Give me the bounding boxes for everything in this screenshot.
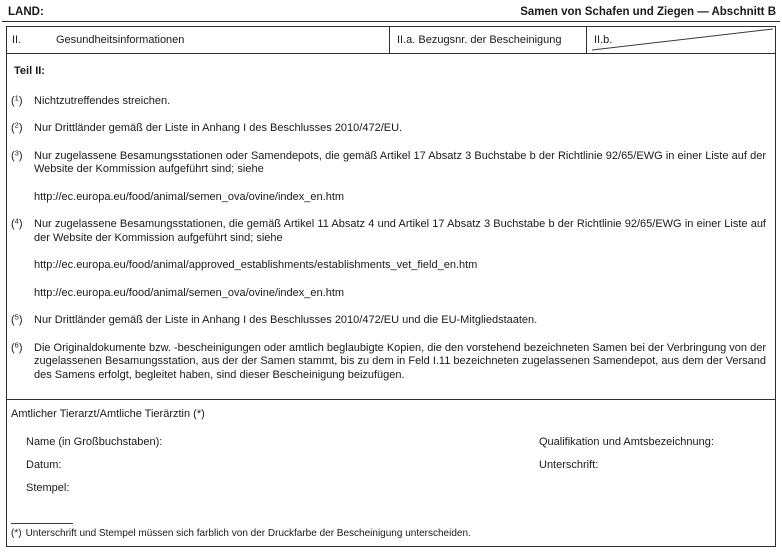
vet-row-stamp: [11, 482, 767, 495]
footnote-marker: ($^1$): [11, 93, 23, 107]
reference-label: II.a. Bezugsnr. der Bescheinigung: [397, 34, 562, 46]
footnote-marker: ($^4$): [11, 216, 23, 230]
signature-label: Unterschrift:: [539, 459, 599, 471]
iib-label: II.b.: [594, 34, 613, 46]
section-number: II.: [12, 34, 22, 46]
vet-row-date: [11, 459, 767, 472]
footnote-item-5: [11, 314, 767, 328]
footnote-text: Nur Drittländer gemäß der Liste in Anhang I des Beschlusses 2010/472/EU.: [34, 122, 403, 134]
part-ii-section: [7, 54, 775, 400]
footnote-text: Nichtzutreffendes streichen.: [34, 94, 171, 107]
asterisk-footnote: [11, 523, 767, 540]
section-label: Gesundheitsinformationen: [56, 34, 185, 46]
name-label: Name (in Großbuchstaben):: [26, 436, 163, 448]
footnote-marker: ($^3$): [11, 148, 23, 162]
vet-heading: Amtlicher Tierarzt/Amtliche Tierärztin (*): [11, 408, 205, 420]
page-header: [0, 0, 782, 18]
document-title: Samen von Schafen und Ziegen — Abschnitt B: [520, 6, 776, 18]
footnote-marker: ($^5$): [11, 312, 23, 326]
footnote-text: Nur zugelassene Besamungsstationen oder Samendepots, die gemäß Artikel 17 Absatz 3 Buchstabe b der Richtlinie 92/65/EWG in einer Liste auf der Website der Kommission aufgeführt sind; siehe: [34, 149, 766, 175]
section-ii-cell: [7, 27, 389, 53]
footnote-item-3: [11, 150, 767, 177]
footnote-marker: ($^2$): [11, 120, 23, 134]
footnote-rule: [11, 523, 73, 524]
footnote-item-2: [11, 122, 767, 136]
footnote-item-6: [11, 342, 767, 383]
diagonal-strike-line: [587, 27, 775, 53]
header-divider: [2, 21, 780, 22]
footnote-item-4: [11, 218, 767, 245]
qualification-label: Qualifikation und Amtsbezeichnung:: [539, 436, 714, 448]
footnote-text: Unterschrift und Stempel müssen sich farblich von der Druckfarbe der Bescheinigung unterscheiden.: [25, 528, 471, 539]
date-label: Datum:: [26, 459, 62, 471]
footnote-text: Die Originaldokumente bzw. -bescheinigungen oder amtlich beglaubigte Kopien, die den vorstehend bezeichneten Samen bei der Verbringung von der zugelassenen Besamungsstation, aus der der Samen stammt, bis zu dem in Feld I.11 bezeichneten zugelassenen Samendepot, aus dem der Versand des Samens erfolgt, begleitet haben, sind dieser Bescheinigung beizufügen.: [34, 341, 766, 381]
table-header-row: [7, 27, 775, 54]
footnote-item-1: [11, 95, 767, 109]
url-ovine-index: http://ec.europa.eu/food/animal/semen_ova/ovine/index_en.htm: [34, 286, 345, 299]
url-ovine-index: http://ec.europa.eu/food/animal/semen_ova/ovine/index_en.htm: [34, 190, 345, 203]
stamp-label: Stempel:: [26, 482, 70, 494]
footnote-text: Nur Drittländer gemäß der Liste in Anhang I des Beschlusses 2010/472/EU und die EU-Mitgliedstaaten.: [34, 314, 538, 326]
footnote-marker: ($^6$): [11, 340, 23, 354]
part-ii-title: Teil II:: [14, 65, 45, 77]
iib-cell: [587, 27, 775, 53]
vet-row-name: [11, 436, 767, 449]
footnote-marker: (*): [11, 528, 22, 539]
footnote-text: Nur zugelassene Besamungsstationen, die gemäß Artikel 11 Absatz 4 und Artikel 17 Absatz 3 Buchstabe b der Richtlinie 92/65/EWG in einer Liste auf der Website der Kommission aufgeführt sind; siehe: [34, 218, 766, 244]
land-label: LAND:: [8, 6, 44, 18]
certificate-table: [6, 26, 776, 547]
reference-number-cell: [389, 27, 587, 53]
official-veterinarian-section: [7, 400, 775, 546]
url-approved-establishments: http://ec.europa.eu/food/animal/approved_establishments/establishments_vet_field_en.htm: [34, 259, 478, 271]
